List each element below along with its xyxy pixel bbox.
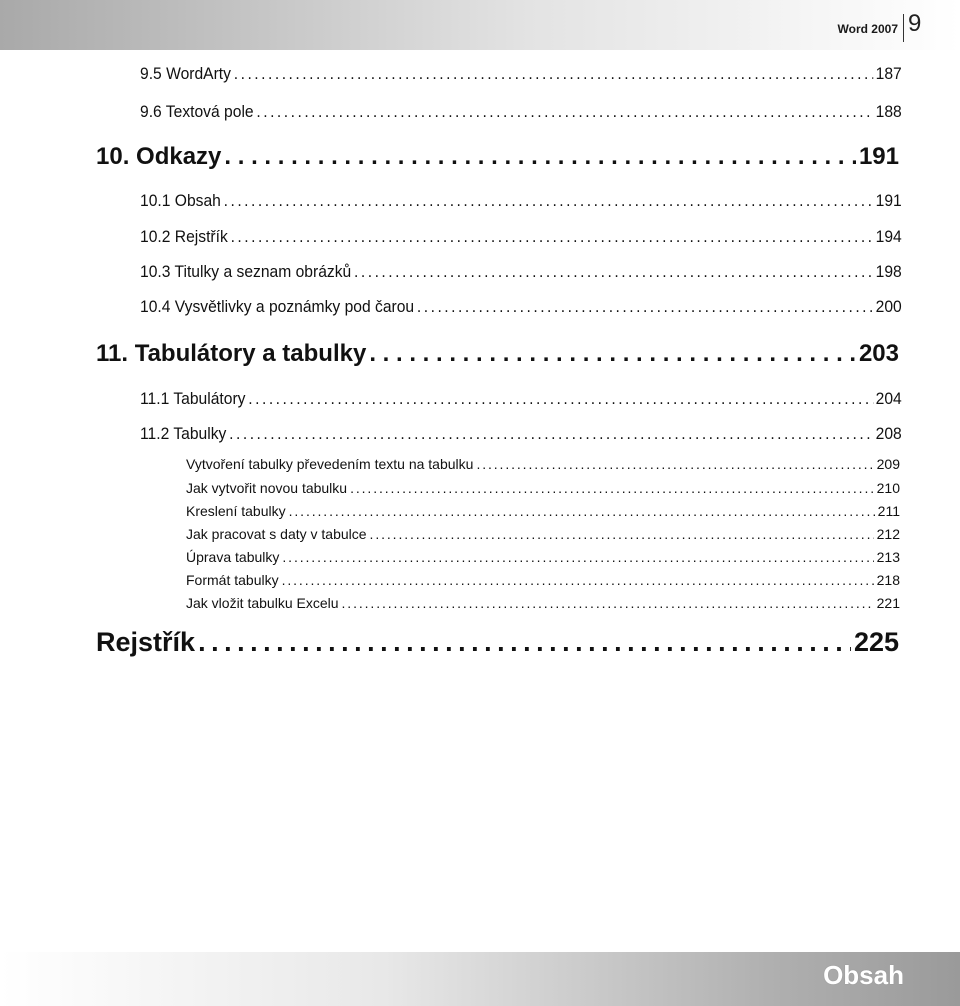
toc-leader [224, 191, 873, 211]
toc-leader [198, 627, 851, 658]
toc-leader [417, 297, 873, 317]
toc-entry-page: 187 [875, 64, 902, 83]
page-number: 9 [908, 10, 922, 37]
toc-entry [140, 102, 902, 122]
toc-entry-label: 11. Tabulátory a tabulky [96, 340, 367, 367]
toc-leader [370, 526, 874, 542]
toc-leader [350, 480, 874, 496]
toc-entry [140, 424, 902, 444]
toc-entry [140, 262, 902, 282]
toc-entry-label: 10.1 Obsah [140, 191, 221, 210]
toc-entry-label: Kreslení tabulky [186, 503, 286, 519]
section-label: Obsah [823, 960, 904, 990]
toc-entry-page: 194 [875, 227, 902, 246]
toc-leader [342, 595, 874, 611]
toc-entry-label: Jak vytvořit novou tabulku [186, 480, 348, 496]
toc-entry-label: 10.4 Vysvětlivky a poznámky pod čarou [140, 297, 415, 316]
toc-chapter [96, 340, 899, 368]
toc-index [96, 627, 899, 658]
toc-entry [140, 64, 902, 84]
toc-subentry [186, 480, 900, 496]
toc-entry-label: Formát tabulky [186, 572, 279, 588]
toc-entry-label: 9.5 WordArty [140, 64, 231, 83]
toc-entry [140, 227, 902, 247]
toc-leader [476, 456, 873, 472]
toc-leader [256, 102, 873, 122]
toc-entry [140, 191, 902, 211]
toc-entry-page: 208 [875, 424, 902, 443]
toc-entry-label: 11.1 Tabulátory [140, 389, 246, 408]
toc-entry [140, 297, 902, 317]
toc-entry-label: Rejstřík [96, 627, 196, 657]
toc-subentry [186, 526, 900, 542]
toc-leader [354, 262, 873, 282]
toc-entry-page: 225 [853, 627, 899, 657]
toc-entry-label: 11.2 Tabulky [140, 424, 227, 443]
toc-entry-page: 221 [876, 595, 900, 611]
running-header-title: Word 2007 [837, 22, 898, 36]
toc-leader [282, 549, 873, 565]
toc-entry-page: 191 [875, 191, 902, 210]
toc-entry-page: 204 [875, 389, 902, 408]
toc-leader [248, 389, 873, 409]
toc-entry-page: 210 [876, 480, 900, 496]
toc-leader [289, 503, 875, 519]
toc-entry-label: 9.6 Textová pole [140, 102, 254, 121]
toc-chapter [96, 143, 899, 171]
toc-leader [369, 340, 856, 368]
toc-entry-page: 200 [875, 297, 902, 316]
toc-entry-page: 188 [875, 102, 902, 121]
toc-entry-page: 191 [858, 143, 899, 170]
toc-entry-page: 218 [876, 572, 900, 588]
toc-entry-label: 10.2 Rejstřík [140, 227, 228, 246]
toc-entry-page: 209 [876, 456, 900, 472]
toc-entry [140, 389, 902, 409]
toc-leader [231, 227, 873, 247]
toc-leader [234, 64, 873, 84]
toc-entry-label: Jak vložit tabulku Excelu [186, 595, 339, 611]
toc-subentry [186, 503, 900, 519]
toc-entry-label: Úprava tabulky [186, 549, 280, 565]
toc-entry-label: 10. Odkazy [96, 143, 222, 170]
toc-subentry [186, 572, 900, 588]
toc-entry-page: 198 [875, 262, 902, 281]
footer-band [0, 952, 960, 1006]
toc-entry-page: 203 [858, 340, 899, 367]
toc-entry-label: Vytvoření tabulky převedením textu na tabulku [186, 456, 474, 472]
toc-leader [282, 572, 874, 588]
toc-entry-page: 211 [877, 503, 900, 519]
toc-leader [224, 143, 856, 171]
toc-subentry [186, 456, 900, 472]
toc-entry-label: Jak pracovat s daty v tabulce [186, 526, 367, 542]
header-divider [903, 14, 904, 42]
toc-entry-label: 10.3 Titulky a seznam obrázků [140, 262, 352, 281]
toc-subentry [186, 549, 900, 565]
toc-subentry [186, 595, 900, 611]
toc-leader [229, 424, 873, 444]
toc-entry-page: 213 [876, 549, 900, 565]
toc-entry-page: 212 [876, 526, 900, 542]
header-band [0, 0, 960, 50]
